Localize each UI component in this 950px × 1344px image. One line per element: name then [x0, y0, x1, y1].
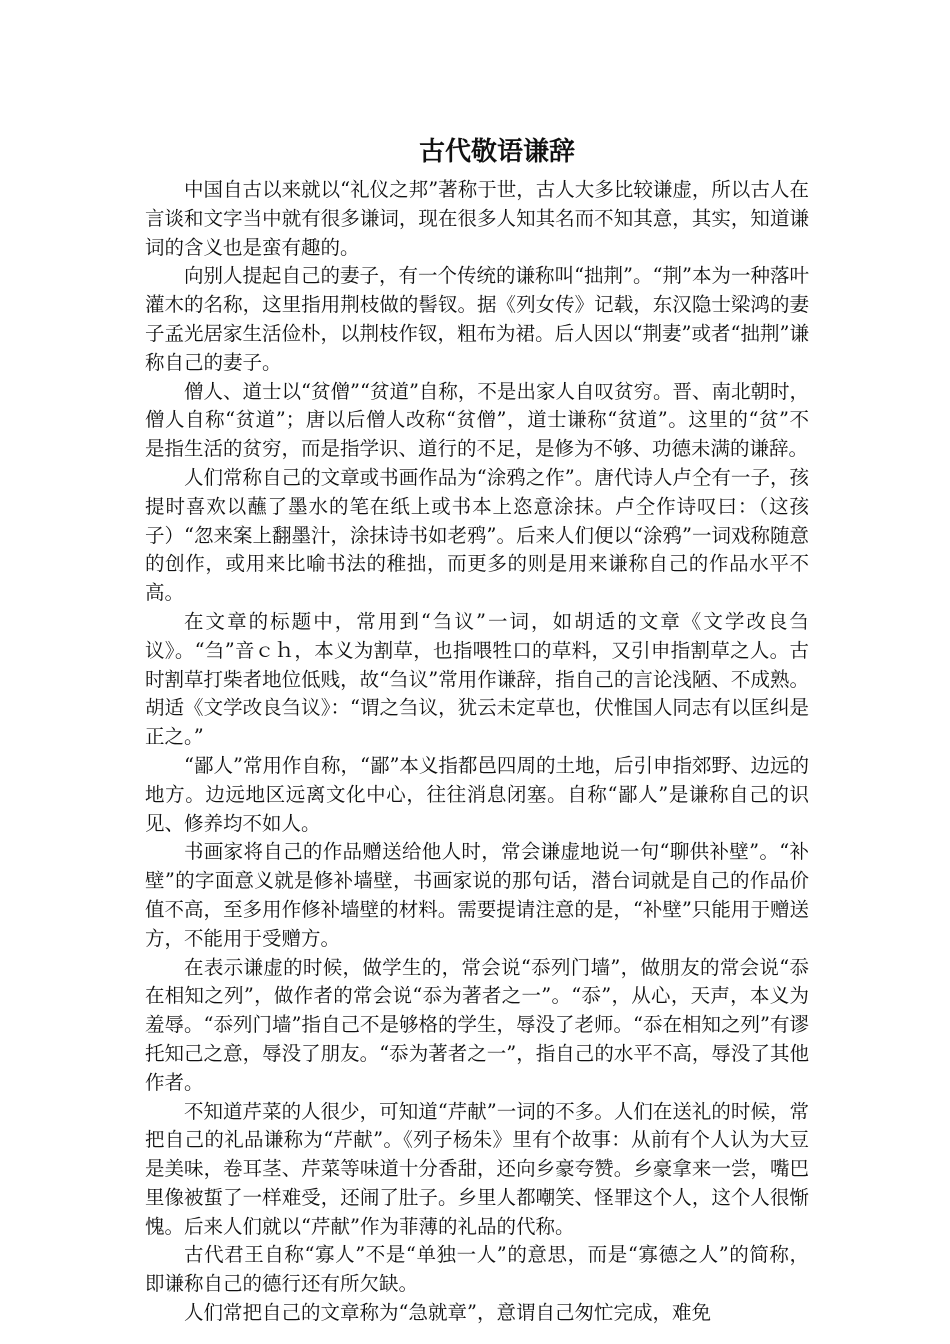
- paragraph-bubi: 书画家将自己的作品赠送给他人时，常会谦虚地说一句“聊供补壁”。“补壁”的字面意义就是修补墙壁，书画家说的那句话，潜台词就是自己的作品价值不高，至多用作修补墙壁的材料。需要提请注意的是，“补壁”只能用于赠送方，不能用于受赠方。: [145, 840, 809, 950]
- paragraph-tian: 在表示谦虚的时候，做学生的，常会说“忝列门墙”，做朋友的常会说“忝在相知之列”，做作者的常会说“忝为著者之一”。“忝”，从心，天声，本义为羞辱。“忝列门墙”指自己不是够格的学生，辱没了老师。“忝在相知之列”有谬托知己之意，辱没了朋友。“忝为著者之一”，指自己的水平不高，辱没了其他作者。: [145, 955, 809, 1094]
- document-body: [145, 128, 809, 1328]
- paragraph-zhuojing: 向别人提起自己的妻子，有一个传统的谦称叫“拙荆”。“荆”本为一种落叶灌木的名称，这里指用荆枝做的髻钗。据《列女传》记载，东汉隐士梁鸿的妻子孟光居家生活俭朴，以荆枝作钗，粗布为裙。后人因以“荆妻”或者“拙荆”谦称自己的妻子。: [145, 264, 809, 374]
- paragraph-jijiuzhang: 人们常把自己的文章称为“急就章”，意谓自己匆忙完成，难免: [184, 1301, 711, 1325]
- paragraph-biren: “鄙人”常用作自称，“鄙”本义指都邑四周的土地，后引申指郊野、边远的地方。边远地区远离文化中心，往往消息闭塞。自称“鄙人”是谦称自己的识见、修养均不如人。: [145, 753, 809, 835]
- paragraph-chuyi: 在文章的标题中，常用到“刍议”一词，如胡适的文章《文学改良刍议》。“刍”音ｃｈ，本义为割草，也指喂牲口的草料，又引申指割草之人。古时割草打柴者地位低贱，故“刍议”常用作谦辞，指自己的言论浅陋、不成熟。胡适《文学改良刍议》：“谓之刍议，犹云未定草也，伏惟国人同志有以匡纠是正之。”: [145, 609, 809, 749]
- paragraph-qinxian: 不知道芹菜的人很少，可知道“芹献”一词的不多。人们在送礼的时候，常把自己的礼品谦称为“芹献”。《列子杨朱》里有个故事：从前有个人认为大豆是美味，卷耳茎、芹菜等味道十分香甜，还向乡豪夸赞。乡豪拿来一尝，嘴巴里像被蜇了一样难受，还闹了肚子。乡里人都嘲笑、怪罪这个人，这个人很惭愧。后来人们就以“芹献”作为菲薄的礼品的代称。: [145, 1099, 809, 1238]
- document-title: 古代敬语谦辞: [418, 137, 575, 167]
- paragraph-pinseng: 僧人、道士以“贫僧”“贫道”自称，不是出家人自叹贫穷。晋、南北朝时，僧人自称“贫道”；唐以后僧人改称“贫僧”，道士谦称“贫道”。这里的“贫”不是指生活的贫穷，而是指学识、道行的不足，是修为不够、功德未满的谦辞。: [145, 379, 809, 461]
- paragraph-guaren: 古代君王自称“寡人”不是“单独一人”的意思，而是“寡德之人”的简称，即谦称自己的德行还有所欠缺。: [145, 1243, 809, 1296]
- paragraph-intro: 中国自古以来就以“礼仪之邦”著称于世，古人大多比较谦虚，所以古人在言谈和文字当中就有很多谦词，现在很多人知其名而不知其意，其实，知道谦词的含义也是蛮有趣的。: [145, 178, 809, 259]
- paragraph-tuya: 人们常称自己的文章或书画作品为“涂鸦之作”。唐代诗人卢仝有一子，孩提时喜欢以蘸了墨水的笔在纸上或书本上恣意涂抹。卢仝作诗叹曰：（这孩子）“忽来案上翻墨汁，涂抹诗书如老鸦”。后来人们便以“涂鸦”一词戏称随意的创作，或用来比喻书法的稚拙，而更多的则是用来谦称自己的作品水平不高。: [145, 465, 809, 605]
